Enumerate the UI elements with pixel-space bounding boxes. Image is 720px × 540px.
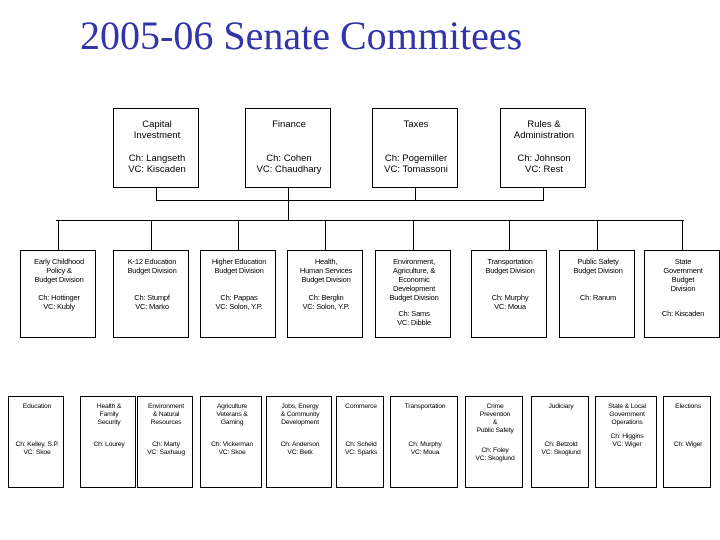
connector-line bbox=[325, 220, 326, 250]
division-name: K-12 Education Budget Division bbox=[127, 257, 177, 275]
policy-committee-box bbox=[137, 396, 193, 488]
committee-box bbox=[500, 108, 586, 188]
division-chairs: Ch: Pappas VC: Solon, Y.P. bbox=[215, 293, 263, 311]
division-box bbox=[375, 250, 451, 338]
policy-committee-box bbox=[80, 396, 136, 488]
policy-committee-name: Health & Family Security bbox=[96, 403, 122, 427]
policy-committee-chairs: Ch: Wiger bbox=[673, 441, 703, 448]
division-chairs: Ch: Sams VC: Dibble bbox=[397, 309, 431, 327]
connector-line bbox=[597, 220, 598, 250]
policy-committee-box bbox=[595, 396, 657, 488]
policy-committee-chairs: Ch: Murphy VC: Moua bbox=[408, 441, 442, 457]
connector-line bbox=[58, 220, 59, 250]
division-name: Higher Education Budget Division bbox=[211, 257, 267, 275]
division-chairs: Ch: Ranum bbox=[579, 293, 617, 302]
committee-chairs: Ch: Pogemiller VC: Tomassoni bbox=[384, 153, 448, 176]
policy-committee-chairs: Ch: Anderson VC: Betk bbox=[280, 441, 320, 457]
policy-committee-box bbox=[8, 396, 64, 488]
policy-committee-name: Agriculture Veterans & Gaming bbox=[216, 403, 248, 427]
connector-line bbox=[288, 188, 289, 200]
connector-line bbox=[156, 200, 544, 201]
division-box bbox=[559, 250, 635, 338]
policy-committee-name: Jobs, Energy & Community Development bbox=[280, 403, 320, 427]
connector-line bbox=[288, 200, 289, 220]
connector-line bbox=[413, 220, 414, 250]
division-name: Health, Human Services Budget Division bbox=[299, 257, 353, 284]
committee-box bbox=[372, 108, 458, 188]
connector-line bbox=[682, 220, 683, 250]
connector-line bbox=[543, 188, 544, 200]
division-chairs: Ch: Berglin VC: Solon, Y.P. bbox=[302, 293, 350, 311]
connector-line bbox=[156, 188, 157, 200]
policy-committee-name: Transportation bbox=[404, 403, 446, 410]
committee-name: Taxes bbox=[403, 119, 429, 130]
policy-committee-box bbox=[336, 396, 384, 488]
committee-box bbox=[113, 108, 199, 188]
committee-name: Finance bbox=[272, 119, 306, 130]
connector-line bbox=[238, 220, 239, 250]
policy-committee-name: State & Local Government Operations bbox=[608, 403, 646, 427]
division-chairs: Ch: Kiscaden bbox=[661, 309, 705, 318]
policy-committee-name: Education bbox=[22, 403, 52, 410]
division-box bbox=[287, 250, 363, 338]
policy-committee-name: Environment & Natural Resources bbox=[148, 403, 184, 427]
committee-chairs: Ch: Cohen VC: Chaudhary bbox=[256, 153, 322, 176]
policy-committee-chairs: Ch: Foley VC: Skoglund bbox=[475, 447, 515, 463]
committee-box bbox=[245, 108, 331, 188]
policy-committee-box bbox=[465, 396, 523, 488]
policy-committee-name: Elections bbox=[675, 403, 701, 410]
division-name: Early Childhood Policy & Budget Division bbox=[34, 257, 84, 284]
committee-name: Capital Investment bbox=[133, 119, 181, 142]
division-box bbox=[20, 250, 96, 338]
division-box bbox=[113, 250, 189, 338]
policy-committee-box bbox=[531, 396, 589, 488]
division-chairs: Ch: Hottinger VC: Kubly bbox=[38, 293, 80, 311]
policy-committee-chairs: Ch: Kelley, S.P. VC: Skoe bbox=[15, 441, 59, 457]
policy-committee-name: Commerce bbox=[345, 403, 377, 410]
policy-committee-chairs: Ch: Scheid VC: Sparks bbox=[344, 441, 378, 457]
division-name: State Government Budget Division bbox=[663, 257, 703, 293]
division-name: Public Safety Budget Division bbox=[573, 257, 623, 275]
policy-committee-box bbox=[200, 396, 262, 488]
committee-chairs: Ch: Langseth VC: Kiscaden bbox=[128, 153, 186, 176]
page-title: 2005-06 Senate Commitees bbox=[80, 13, 523, 58]
division-box bbox=[644, 250, 720, 338]
connector-line bbox=[415, 188, 416, 200]
policy-committee-box bbox=[390, 396, 458, 488]
division-box bbox=[200, 250, 276, 338]
division-name: Environment, Agriculture, & Economic Development Budget Division bbox=[389, 257, 439, 302]
policy-committee-name: Crime Prevention & Public Safety bbox=[476, 403, 514, 435]
committee-chairs: Ch: Johnson VC: Rest bbox=[517, 153, 571, 176]
division-name: Transportation Budget Division bbox=[485, 257, 535, 275]
committee-name: Rules & Administration bbox=[513, 119, 575, 142]
policy-committee-chairs: Ch: Marty VC: Saxhaug bbox=[147, 441, 185, 457]
policy-committee-box bbox=[266, 396, 332, 488]
connector-line bbox=[509, 220, 510, 250]
connector-line bbox=[151, 220, 152, 250]
policy-committee-name: Judiciary bbox=[548, 403, 574, 410]
policy-committee-chairs: Ch: Vickerman VC: Skoe bbox=[211, 441, 253, 457]
policy-committee-chairs: Ch: Betzold VC: Skoglund bbox=[541, 441, 581, 457]
division-chairs: Ch: Murphy VC: Moua bbox=[491, 293, 529, 311]
division-box bbox=[471, 250, 547, 338]
policy-committee-chairs: Ch: Higgins VC: Wiger bbox=[610, 433, 644, 449]
policy-committee-box bbox=[663, 396, 711, 488]
policy-committee-chairs: Ch: Lourey bbox=[93, 441, 125, 448]
division-chairs: Ch: Stumpf VC: Marko bbox=[134, 293, 170, 311]
